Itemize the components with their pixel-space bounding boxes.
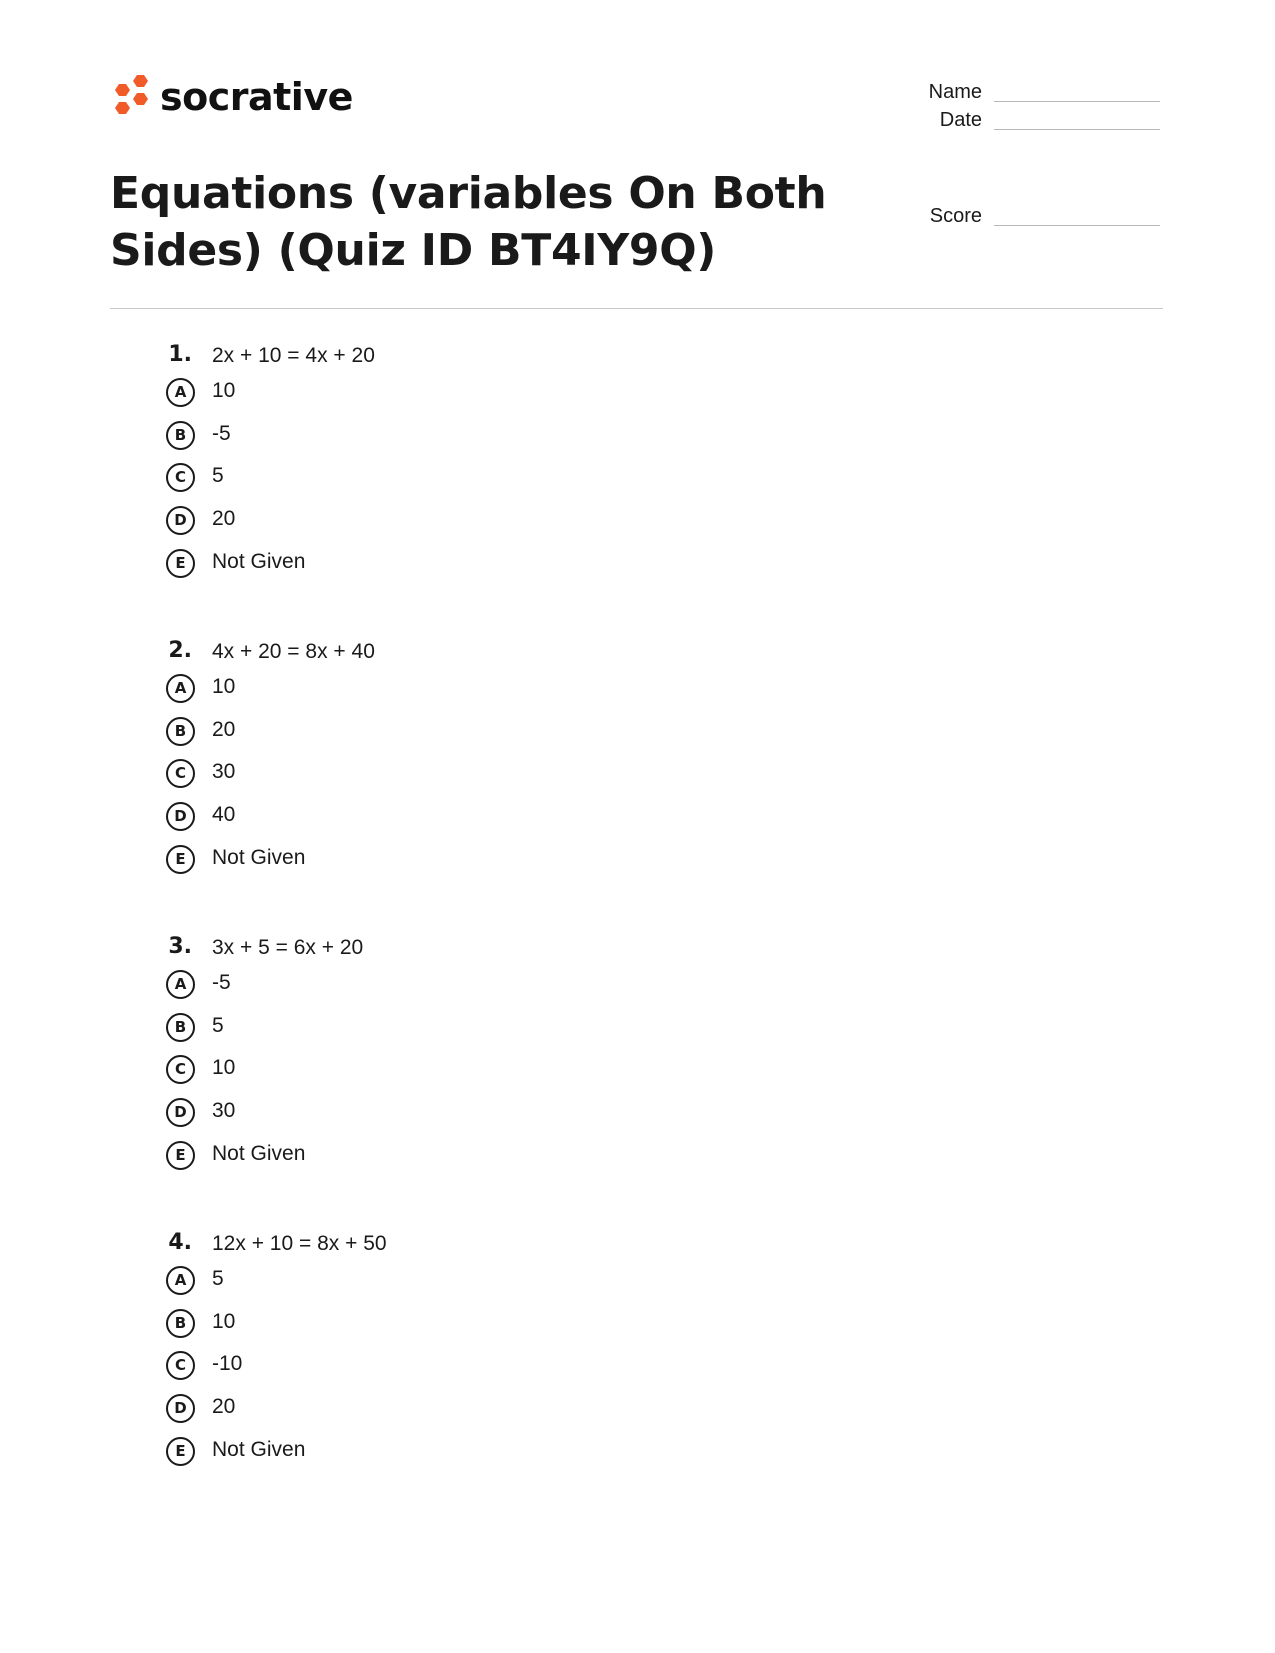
socrative-hexagon-icon [110, 73, 150, 121]
answer-bubble[interactable]: A [166, 970, 195, 999]
answer-bubble[interactable]: D [166, 802, 195, 831]
answer-text: -5 [212, 422, 231, 445]
answer-bubble[interactable]: A [166, 378, 195, 407]
question-number: 2. [168, 638, 192, 663]
page-title: Equations (variables On Both Sides) (Quiz ID BT4IY9Q) [110, 168, 827, 276]
answer-text: 20 [212, 507, 236, 530]
answer-text: 20 [212, 1395, 236, 1418]
question-number: 1. [168, 342, 192, 367]
answer-bubble[interactable]: D [166, 1394, 195, 1423]
name-label: Name [928, 81, 982, 103]
answer-bubble[interactable]: A [166, 1266, 195, 1295]
question-text: 3x + 5 = 6x + 20 [212, 936, 364, 959]
answer-text: Not Given [212, 1438, 306, 1461]
score-line[interactable] [994, 225, 1160, 226]
answer-text: 10 [212, 379, 236, 402]
answer-text: -5 [212, 971, 231, 994]
answer-bubble[interactable]: B [166, 421, 195, 450]
answer-bubble[interactable]: E [166, 1141, 195, 1170]
answer-text: Not Given [212, 1142, 306, 1165]
date-line[interactable] [994, 129, 1160, 130]
answer-text: 30 [212, 760, 236, 783]
question-text: 12x + 10 = 8x + 50 [212, 1232, 387, 1255]
answer-text: 5 [212, 1014, 224, 1037]
socrative-logo [110, 72, 353, 122]
answer-bubble[interactable]: C [166, 1351, 195, 1380]
answer-bubble[interactable]: B [166, 717, 195, 746]
answer-bubble[interactable]: D [166, 506, 195, 535]
answer-bubble[interactable]: E [166, 549, 195, 578]
score-label: Score [929, 205, 982, 227]
name-field [880, 76, 1160, 106]
question-number: 4. [168, 1230, 192, 1255]
header-divider [110, 308, 1163, 309]
answer-text: Not Given [212, 846, 306, 869]
answer-text: 10 [212, 1310, 236, 1333]
answer-bubble[interactable]: E [166, 845, 195, 874]
answer-text: 30 [212, 1099, 236, 1122]
score-field [880, 200, 1160, 230]
answer-bubble[interactable]: C [166, 1055, 195, 1084]
brand-name: socrative [160, 75, 353, 119]
answer-bubble[interactable]: B [166, 1309, 195, 1338]
question-text: 2x + 10 = 4x + 20 [212, 344, 375, 367]
name-line[interactable] [994, 101, 1160, 102]
answer-text: Not Given [212, 550, 306, 573]
answer-text: 10 [212, 675, 236, 698]
answer-bubble[interactable]: C [166, 463, 195, 492]
answer-text: 5 [212, 1267, 224, 1290]
date-field [880, 104, 1160, 134]
answer-bubble[interactable]: B [166, 1013, 195, 1042]
answer-text: 20 [212, 718, 236, 741]
answer-text: -10 [212, 1352, 243, 1375]
answer-bubble[interactable]: E [166, 1437, 195, 1466]
question-text: 4x + 20 = 8x + 40 [212, 640, 375, 663]
date-label: Date [939, 109, 982, 131]
answer-bubble[interactable]: C [166, 759, 195, 788]
answer-text: 40 [212, 803, 236, 826]
answer-text: 10 [212, 1056, 236, 1079]
answer-text: 5 [212, 464, 224, 487]
answer-bubble[interactable]: D [166, 1098, 195, 1127]
question-number: 3. [168, 934, 192, 959]
answer-bubble[interactable]: A [166, 674, 195, 703]
